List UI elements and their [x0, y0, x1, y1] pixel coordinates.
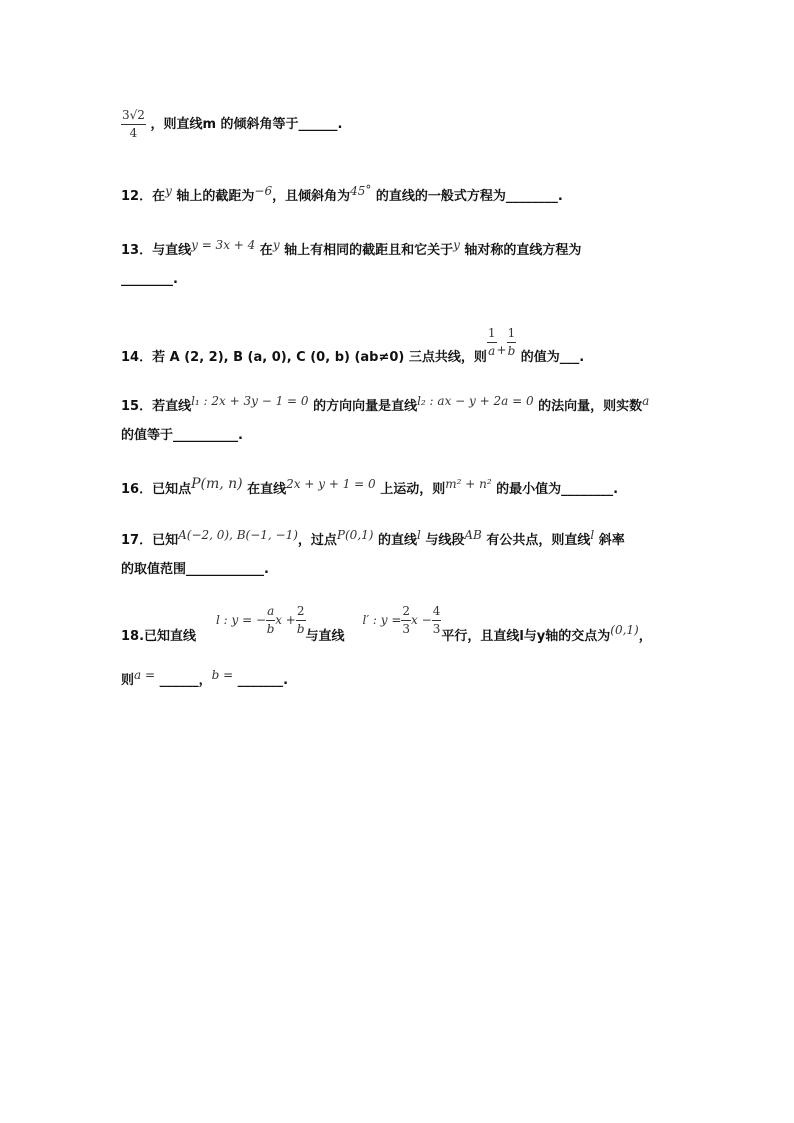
q17-text-e: 有公共点，则直线 — [481, 533, 591, 548]
q13-math-y2: y — [453, 238, 460, 252]
q18-text-c: 平行，且直线l与y轴的交点为 — [441, 629, 611, 644]
question-15-cont — [121, 428, 243, 444]
q17-text-a: 17．已知 — [121, 533, 179, 548]
question-11 — [121, 108, 342, 141]
q11-denominator: 4 — [129, 126, 138, 140]
q18-f4-num: 4 — [432, 604, 442, 621]
q18-text-a: 18.已知直线 — [121, 629, 197, 644]
q17-text-b: ，过点 — [297, 533, 337, 548]
q17-text-c: 的直线 — [373, 533, 417, 548]
q15-text-c: 的法向量，则实数 — [533, 399, 643, 414]
q17-math-ab: AB — [464, 528, 482, 542]
question-12 — [121, 183, 563, 205]
q14-fraction-1 — [487, 326, 497, 359]
q18-math-a: a = — [134, 668, 156, 682]
q14-frac1-num: 1 — [487, 326, 497, 343]
q16-text-a: 16．已知点 — [121, 482, 192, 497]
q13-math-y1: y — [272, 238, 280, 252]
q18-math-l1: l : y = − — [216, 613, 267, 627]
question-16 — [121, 476, 619, 498]
q13-text-a: 13．与直线 — [121, 243, 192, 258]
q13-math-line: y = 3x + 4 — [191, 238, 256, 252]
q17-text-f: 斜率 — [594, 533, 625, 548]
q17-text-d: 与线段 — [420, 533, 465, 548]
q18-frac-2-b — [296, 604, 306, 637]
q18-text-e: 则 — [121, 673, 135, 688]
q14-text-a: 14．若 A (2, 2), B (a, 0), C (0, b) (ab≠0) 三点共线，则 — [121, 350, 487, 365]
question-17-cont — [121, 562, 269, 578]
q11-text: ，则直线m 的倾斜角等于______. — [150, 117, 343, 132]
q13-text-b: 在 — [255, 243, 273, 258]
q18-frac-4-3 — [432, 604, 442, 637]
q15-math-l1: l₁ : 2x + 3y − 1 = 0 — [191, 394, 309, 408]
q14-text-b: 的值为___. — [516, 350, 585, 365]
question-13 — [121, 238, 582, 259]
q16-math-line: 2x + y + 1 = 0 — [286, 477, 376, 491]
q18-math-l1b: x + — [275, 613, 296, 627]
q14-plus: + — [496, 343, 507, 357]
q12-math-intercept: −6 — [254, 184, 273, 198]
q18-math-point: (0,1) — [610, 623, 639, 637]
question-18-cont — [121, 668, 289, 689]
q15-text-a: 15．若直线 — [121, 399, 192, 414]
q15-math-a: a — [642, 394, 650, 408]
q13-blank: ________. — [121, 272, 178, 287]
q15-math-l2: l₂ : ax − y + 2a = 0 — [417, 394, 534, 408]
q16-math-expr: m² + n² — [445, 477, 492, 491]
q18-f1-den: b — [266, 622, 275, 636]
q17-math-l: l — [416, 528, 421, 542]
q15-text-b: 的方向向量是直线 — [308, 399, 418, 414]
q16-text-b: 在直线 — [242, 482, 287, 497]
q18-math-l2: l′ : y = — [362, 613, 402, 627]
q12-degree: ° — [365, 183, 372, 197]
question-18 — [121, 604, 652, 644]
q12-text-a: 12．在 — [121, 189, 166, 204]
q13-text-d: 轴对称的直线方程为 — [459, 243, 582, 258]
q11-fraction — [121, 108, 146, 141]
q17-math-p: P(0,1) — [336, 528, 374, 542]
question-15 — [121, 394, 650, 415]
q18-f3-num: 2 — [401, 604, 411, 621]
q18-frac-a-b — [266, 604, 275, 637]
q12-math-y: y — [165, 184, 172, 198]
question-14 — [121, 326, 585, 365]
q18-f3-den: 3 — [402, 622, 411, 636]
q16-text-c: 上运动，则 — [375, 482, 446, 497]
q14-frac2-den: b — [507, 344, 516, 358]
q15-text-d: 的值等于__________. — [121, 428, 243, 443]
q18-text-g: _______. — [233, 673, 289, 688]
q12-text-b: 轴上的截距为 — [171, 189, 255, 204]
q17-math-l2: l — [590, 528, 595, 542]
q18-text-f: ______， — [155, 673, 212, 688]
q18-math-l2b: x − — [411, 613, 432, 627]
q12-math-angle: 45 — [350, 184, 366, 198]
question-17 — [121, 528, 625, 549]
q18-f4-den: 3 — [432, 622, 441, 636]
q12-text-c: ，且倾斜角为 — [272, 189, 351, 204]
q14-frac1-den: a — [488, 344, 496, 358]
q14-frac2-num: 1 — [507, 326, 517, 343]
q17-math-points: A(−2, 0), B(−1, −1) — [178, 528, 298, 542]
q18-text-d: ， — [638, 629, 652, 644]
q18-text-b: 与直线 — [305, 629, 345, 644]
q18-frac-2-3 — [401, 604, 411, 637]
q14-fraction-2 — [507, 326, 517, 359]
q11-numerator: 3√2 — [121, 108, 146, 125]
q18-f2-num: 2 — [296, 604, 306, 621]
q17-text-g: 的取值范围____________. — [121, 562, 269, 577]
q13-text-c: 轴上有相同的截距且和它关于 — [279, 243, 454, 258]
q18-f2-den: b — [296, 622, 305, 636]
q12-text-d: 的直线的一般式方程为________. — [371, 189, 563, 204]
q18-math-b: b = — [211, 668, 234, 682]
q16-math-point: P(m, n) — [191, 476, 243, 492]
q16-text-d: 的最小值为________. — [491, 482, 619, 497]
q18-f1-num: a — [266, 604, 275, 621]
question-13-cont — [121, 272, 178, 288]
